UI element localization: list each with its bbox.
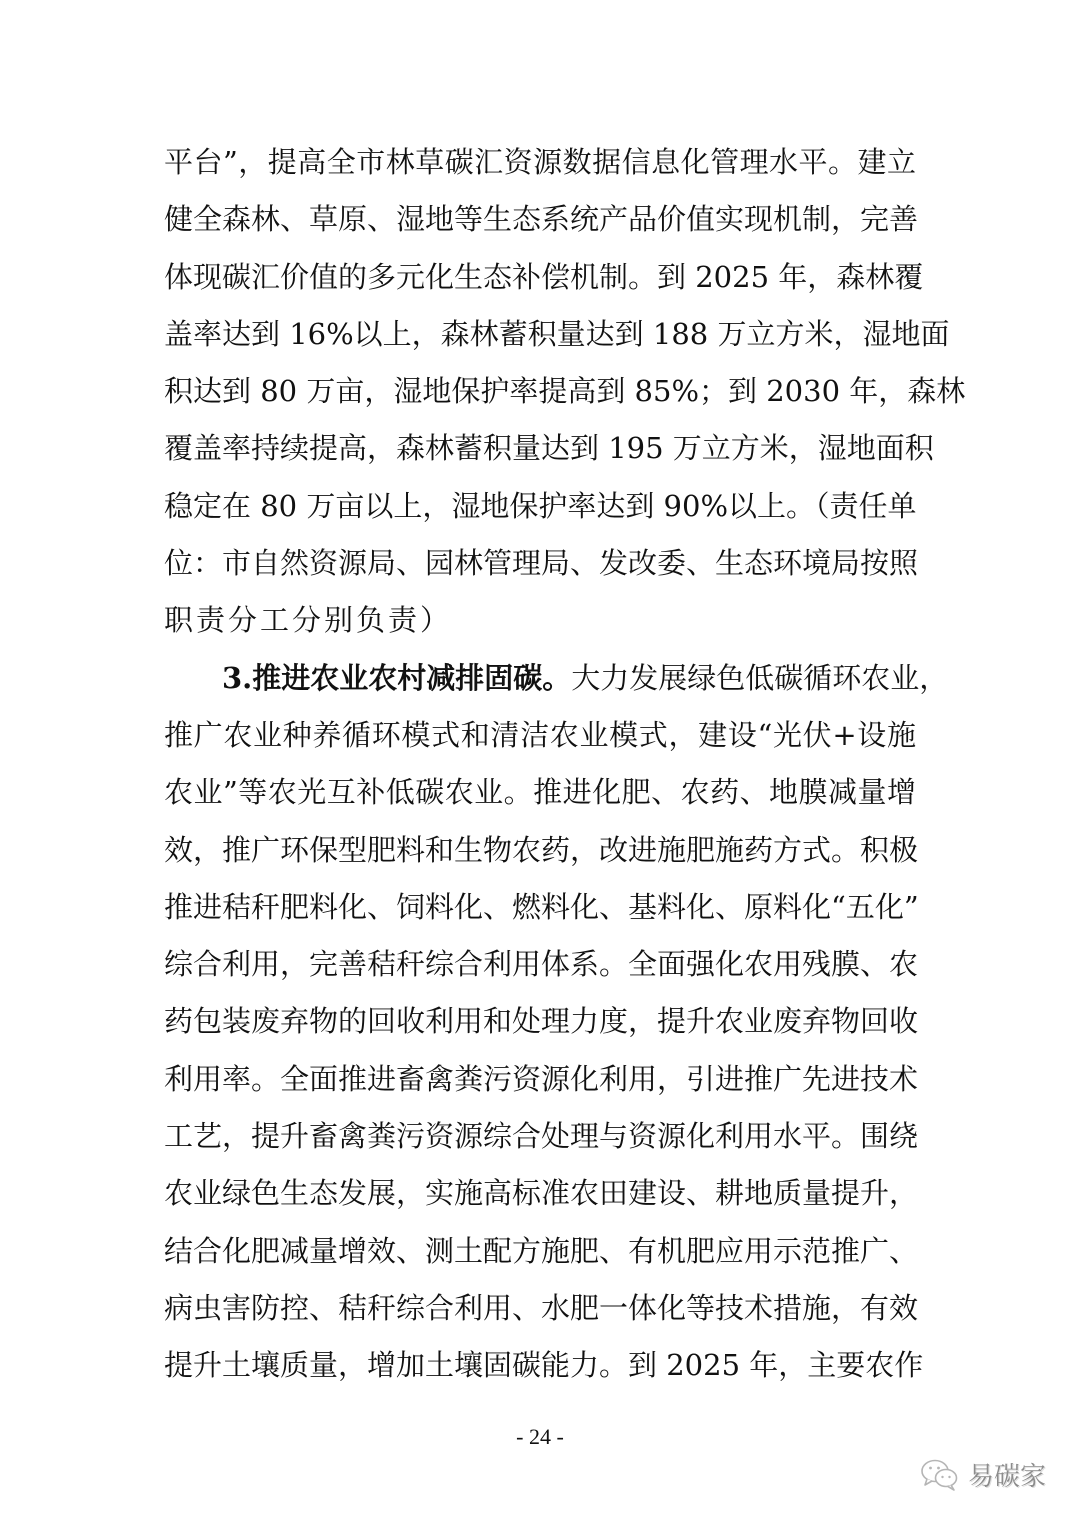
- document-body: [164, 134, 966, 1395]
- section-heading: 3.推进农业农村减排固碳。: [222, 660, 572, 695]
- paragraph-line: 盖率达到 16%以上，森林蓄积量达到 188 万立方米，湿地面: [164, 316, 950, 351]
- paragraph-line: 工艺，提升畜禽粪污资源综合处理与资源化利用水平。围绕: [164, 1119, 919, 1154]
- paragraph-line: 稳定在 80 万亩以上，湿地保护率达到 90%以上。（责任单: [164, 488, 917, 523]
- paragraph-line: 积达到 80 万亩，湿地保护率提高到 85%；到 2030 年，森林: [164, 374, 966, 409]
- section-heading-line: [164, 650, 949, 707]
- wechat-icon: [920, 1458, 960, 1492]
- paragraph-line: 综合利用，完善秸秆综合利用体系。全面强化农用残膜、农: [164, 947, 919, 982]
- paragraph-line: 结合化肥减量增效、测土配方施肥、有机肥应用示范推广、: [164, 1233, 919, 1268]
- watermark: [920, 1456, 1046, 1493]
- paragraph-line: 平台”，提高全市林草碳汇资源数据信息化管理水平。建立: [164, 145, 916, 179]
- paragraph-line: 农业”等农光互补低碳农业。推进化肥、农药、地膜减量增: [164, 775, 916, 810]
- paragraph-line: 效，推广环保型肥料和生物农药，改进施肥施药方式。积极: [164, 832, 919, 867]
- paragraph-line: 药包装废弃物的回收利用和处理力度，提升农业废弃物回收: [164, 1004, 919, 1039]
- paragraph-line: 推进秸秆肥料化、饲料化、燃料化、基料化、原料化“五化”: [164, 889, 919, 924]
- paragraph-line: 覆盖率持续提高，森林蓄积量达到 195 万立方米，湿地面积: [164, 431, 934, 466]
- paragraph-line: 健全森林、草原、湿地等生态系统产品价值实现机制，完善: [164, 202, 919, 237]
- paragraph-text: 大力发展绿色低碳循环农业，: [571, 660, 949, 695]
- watermark-label: 易碳家: [967, 1462, 1046, 1492]
- paragraph-line: 体现碳汇价值的多元化生态补偿机制。到 2025 年，森林覆: [164, 259, 924, 294]
- paragraph-line: 病虫害防控、秸秆综合利用、水肥一体化等技术措施，有效: [164, 1290, 919, 1325]
- paragraph-line: 推广农业种养循环模式和清洁农业模式，建设“光伏+设施: [164, 717, 916, 752]
- page-number: - 24 -: [516, 1424, 564, 1449]
- paragraph-line: 农业绿色生态发展，实施高标准农田建设、耕地质量提升，: [164, 1176, 919, 1211]
- paragraph-line: 提升土壤质量，增加土壤固碳能力。到 2025 年，主要农作: [164, 1348, 924, 1383]
- paragraph-line: 利用率。全面推进畜禽粪污资源化利用，引进推广先进技术: [164, 1061, 919, 1096]
- paragraph-line: 职责分工分别负责）: [164, 603, 453, 638]
- paragraph-line: 位：市自然资源局、园林管理局、发改委、生态环境局按照: [164, 546, 919, 581]
